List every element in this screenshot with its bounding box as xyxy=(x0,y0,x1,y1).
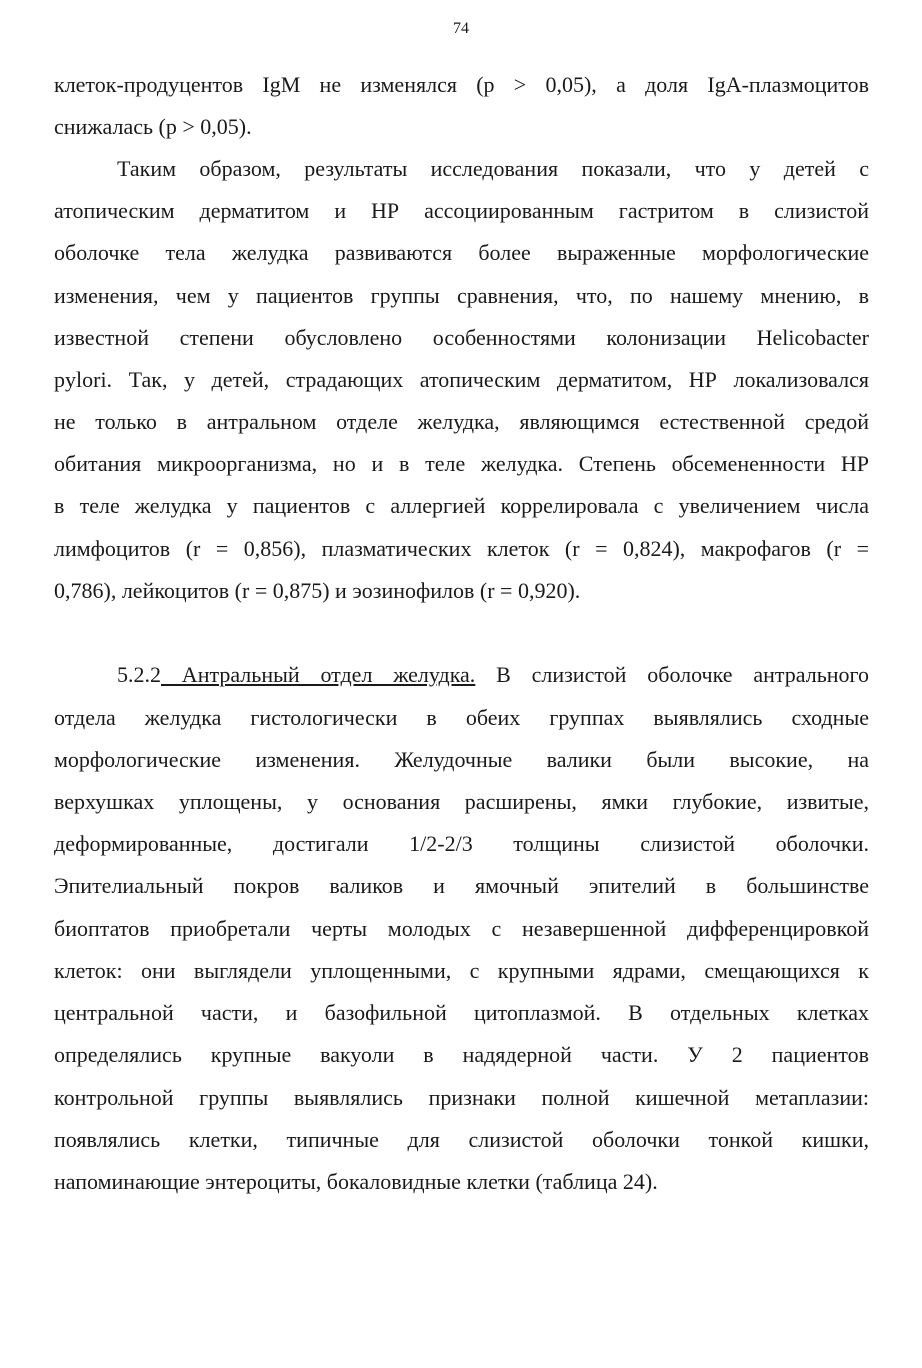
text-line: Эпителиальный покров валиков и ямочный эпителий в большинстве xyxy=(54,873,869,898)
text-line: оболочке тела желудка развиваются более выраженные морфологические xyxy=(54,240,869,265)
text-line: биоптатов приобретали черты молодых с незавершенной дифференцировкой xyxy=(54,916,869,941)
text-line: появлялись клетки, типичные для слизистой оболочки тонкой кишки, xyxy=(54,1127,869,1152)
text-line: отдела желудка гистологически в обеих группах выявлялись сходные xyxy=(54,705,869,730)
section-title: Антральный отдел желудка. xyxy=(161,662,476,687)
text-line: снижалась (р > 0,05). xyxy=(54,114,252,139)
text-line: центральной части, и базофильной цитоплазмой. В отдельных клетках xyxy=(54,1000,869,1025)
text-line: напоминающие энтероциты, бокаловидные клетки (таблица 24). xyxy=(54,1169,658,1194)
text-line: определялись крупные вакуоли в надядерной части. У 2 пациентов xyxy=(54,1042,869,1067)
page-number: 74 xyxy=(453,20,469,37)
section-number: 5.2.2 xyxy=(117,662,161,687)
section-text: В слизистой оболочке антрального xyxy=(475,662,869,687)
text-line: Таким образом, результаты исследования показали, что у детей с xyxy=(117,156,869,181)
text-line: известной степени обусловлено особенностями колонизации Helicobacter xyxy=(54,325,869,350)
text-line: контрольной группы выявлялись признаки полной кишечной метаплазии: xyxy=(54,1085,869,1110)
text-line: pylori. Так, у детей, страдающих атопическим дерматитом, НР локализовался xyxy=(54,367,869,392)
text-line: обитания микроорганизма, но и в теле желудка. Степень обсемененности НР xyxy=(54,451,869,476)
text-line: атопическим дерматитом и НР ассоциированным гастритом в слизистой xyxy=(54,198,869,223)
text-line: 0,786), лейкоцитов (r = 0,875) и эозинофилов (r = 0,920). xyxy=(54,578,581,603)
text-line: в теле желудка у пациентов с аллергией коррелировала с увеличением числа xyxy=(54,493,869,518)
text-line: деформированные, достигали 1/2-2/3 толщины слизистой оболочки. xyxy=(54,831,869,856)
text-line: изменения, чем у пациентов группы сравнения, что, по нашему мнению, в xyxy=(54,283,869,308)
text-line: клеток: они выглядели уплощенными, с крупными ядрами, смещающихся к xyxy=(54,958,869,983)
text-line: морфологические изменения. Желудочные валики были высокие, на xyxy=(54,747,869,772)
text-line: верхушках уплощены, у основания расширены, ямки глубокие, извитые, xyxy=(54,789,869,814)
section-heading-line xyxy=(117,660,869,690)
text-line: не только в антральном отделе желудка, являющимся естественной средой xyxy=(54,409,869,434)
text-line: клеток-продуцентов IgM не изменялся (р > 0,05), а доля IgA-плазмоцитов xyxy=(54,72,869,97)
text-line: лимфоцитов (r = 0,856), плазматических клеток (r = 0,824), макрофагов (r = xyxy=(54,536,869,561)
